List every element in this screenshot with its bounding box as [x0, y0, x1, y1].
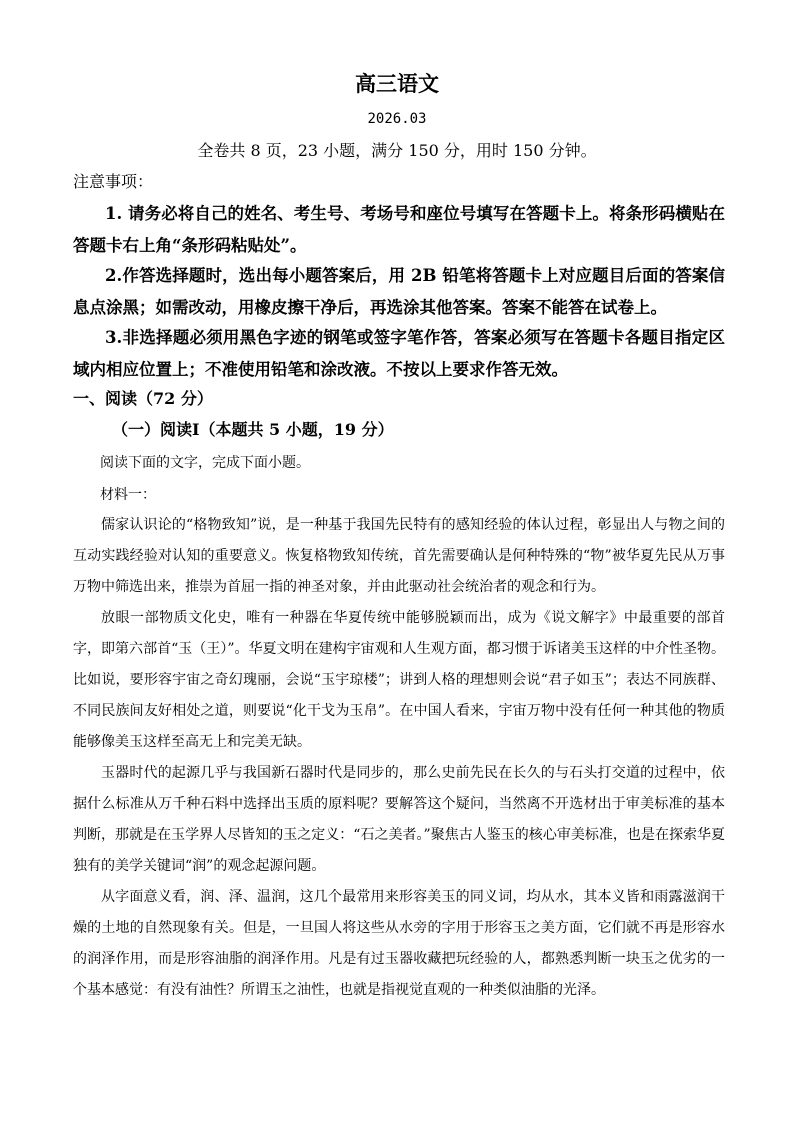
notice-item-1: 1. 请务必将自己的姓名、考生号、考场号和座位号填写在答题卡上。将条形码横贴在答题卡右上角“条形码粘贴处”。 — [73, 204, 725, 255]
subsection-title: （一）阅读Ⅰ（本题共 5 小题，19 分） — [112, 420, 394, 439]
notice-item-2: 2.作答选择题时，选出每小题答案后，用 2B 铅笔将答题卡上对应题目后面的答案信息点涂黑；如需改动，用橡皮擦干净后，再选涂其他答案。答案不能答在试卷上。 — [73, 266, 725, 317]
exam-summary: 全卷共 8 页，23 小题，满分 150 分，用时 150 分钟。 — [197, 141, 597, 160]
exam-date: 2026.03 — [367, 111, 427, 127]
notice-item-3: 3.非选择题必须用黑色字迹的钢笔或签字笔作答，答案必须写在答题卡各题目指定区域内相应位置上；不准使用铅笔和涂改液。不按以上要求作答无效。 — [73, 328, 725, 379]
paragraph-1: 儒家认识论的“格物致知”说，是一种基于我国先民特有的感知经验的体认过程，彰显出人与物之间的互动实践经验对认知的重要意义。恢复格物致知传统，首先需要确认是何种特殊的“物”被华夏先民从万事万物中筛选出来，推崇为首屈一指的神圣对象，并由此驱动社会统治者的观念和行为。 — [73, 517, 725, 595]
paragraph-2: 放眼一部物质文化史，唯有一种器在华夏传统中能够脱颖而出，成为《说文解字》中最重要的部首字，即第六部首“玉（王）”。华夏文明在建构宇宙观和人生观方面，都习惯于诉诸美玉这样的中介性圣物。比如说，要形容宇宙之奇幻瑰丽，会说“玉宇琼楼”；讲到人格的理想则会说“君子如玉”；表达不同族群、不同民族间友好相处之道，则要说“化干戈为玉帛”。在中国人看来，宇宙万物中没有任何一种其他的物质能够像美玉这样至高无上和完美无缺。 — [73, 610, 725, 750]
section-title: 一、阅读（72 分） — [73, 389, 213, 408]
reading-instruction: 阅读下面的文字，完成下面小题。 — [100, 455, 310, 471]
material-label: 材料一： — [100, 487, 156, 503]
notice-heading: 注意事项： — [73, 172, 154, 191]
paragraph-3: 玉器时代的起源几乎与我国新石器时代是同步的，那么史前先民在长久的与石头打交道的过程中，依据什么标准从万千种石料中选择出玉质的原料呢？要解答这个疑问，当然离不开选材出于审美标准的基本判断，那就是在玉学界人尽皆知的玉之定义：“石之美者。”聚焦古人鉴玉的核心审美标准，也是在探索华夏独有的美学关键词“润”的观念起源问题。 — [73, 765, 725, 874]
page-title: 高三语文 — [355, 71, 439, 96]
paragraph-4: 从字面意义看，润、泽、温润，这几个最常用来形容美玉的同义词，均从水，其本义皆和雨露滋润干燥的土地的自然现象有关。但是，一旦国人将这些从水旁的字用于形容玉之美方面，它们就不再是形容水的润泽作用，而是形容油脂的润泽作用。凡是有过玉器收藏把玩经验的人，都熟悉判断一块玉之优劣的一个基本感觉：有没有油性？所谓玉之油性，也就是指视觉直观的一种类似油脂的光泽。 — [73, 889, 725, 998]
